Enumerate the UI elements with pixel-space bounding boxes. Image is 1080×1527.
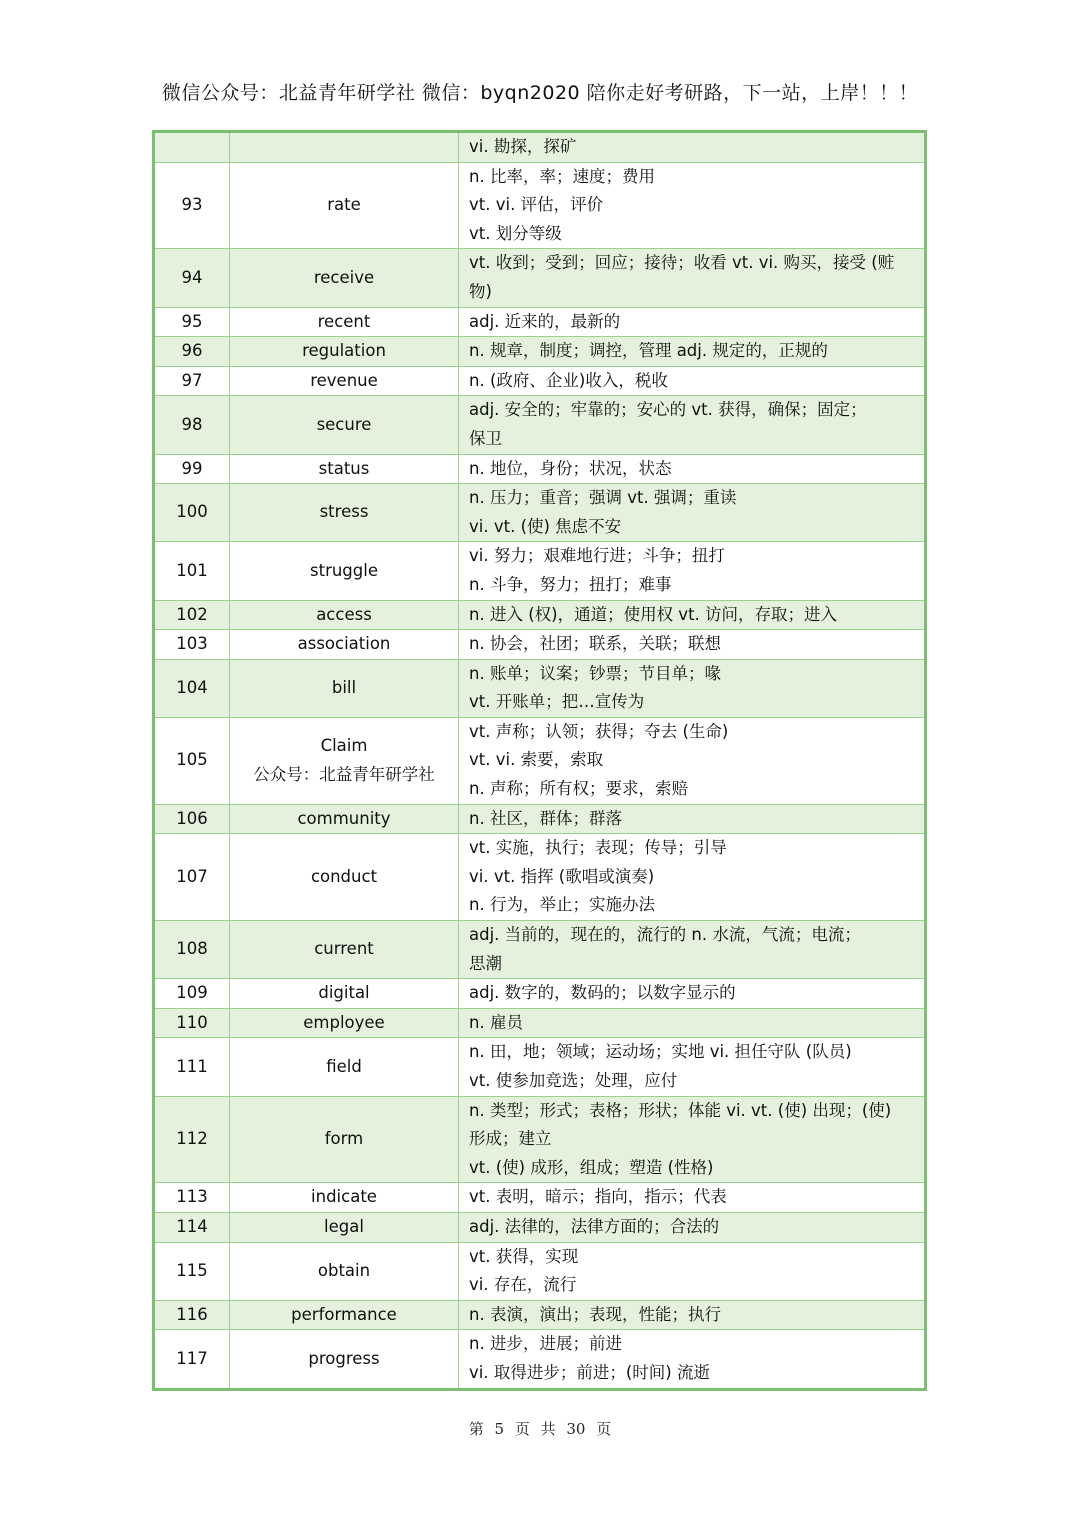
- definition-line: vt. vi. 索要，索取: [469, 750, 604, 770]
- row-number: 115: [154, 1242, 230, 1300]
- word-text: struggle: [310, 560, 378, 580]
- word-cell: [230, 162, 459, 249]
- table-row: [154, 132, 926, 163]
- word-cell: [230, 307, 459, 337]
- definition-cell: [459, 484, 926, 542]
- definition-line: vt. 声称；认领；获得；夺去 (生命): [469, 721, 729, 741]
- definition-line: vt. 实施，执行；表现；传导；引导: [469, 838, 727, 858]
- row-number: 93: [154, 162, 230, 249]
- vocabulary-table-body: [154, 132, 926, 1390]
- definition-cell: [459, 600, 926, 630]
- row-number: 101: [154, 542, 230, 600]
- definition-cell: [459, 1096, 926, 1183]
- word-cell: [230, 132, 459, 163]
- definition-cell: [459, 659, 926, 717]
- table-row: [154, 249, 926, 307]
- definition-cell: [459, 366, 926, 396]
- definition-cell: [459, 1300, 926, 1330]
- definition-line: vi. 存在，流行: [469, 1275, 577, 1295]
- definition-line: n. 协会，社团；联系，关联；联想: [469, 634, 721, 654]
- word-text: association: [297, 634, 391, 654]
- row-number: 95: [154, 307, 230, 337]
- table-row: [154, 834, 926, 921]
- definition-line: 思潮: [469, 953, 502, 973]
- row-number: 112: [154, 1096, 230, 1183]
- word-cell: [230, 454, 459, 484]
- word-cell: [230, 834, 459, 921]
- definition-cell: [459, 1330, 926, 1389]
- word-text: indicate: [311, 1187, 377, 1207]
- word-cell: [230, 484, 459, 542]
- word-text: community: [297, 808, 391, 828]
- word-cell: [230, 542, 459, 600]
- row-number: 104: [154, 659, 230, 717]
- definition-line: vi. vt. 指挥 (歌唱或演奏): [469, 866, 655, 886]
- definition-cell: [459, 1038, 926, 1096]
- word-text: stress: [319, 502, 369, 522]
- definition-cell: [459, 337, 926, 367]
- table-row: [154, 454, 926, 484]
- word-text: conduct: [310, 866, 378, 886]
- row-number: 107: [154, 834, 230, 921]
- word-text: legal: [324, 1216, 364, 1236]
- row-number: 99: [154, 454, 230, 484]
- table-row: [154, 600, 926, 630]
- definition-line: n. 规章，制度；调控，管理 adj. 规定的，正规的: [469, 341, 828, 361]
- table-row: [154, 1038, 926, 1096]
- word-cell: [230, 396, 459, 454]
- definition-line: n. 进入 (权)，通道；使用权 vt. 访问，存取；进入: [469, 604, 838, 624]
- definition-line: adj. 安全的；牢靠的；安心的 vt. 获得，确保；固定；: [469, 400, 867, 420]
- definition-line: n. 声称；所有权；要求，索赔: [469, 779, 688, 799]
- table-row: [154, 804, 926, 834]
- row-number: 117: [154, 1330, 230, 1389]
- word-watermark-text: 公众号：北益青年研学社: [253, 764, 435, 784]
- definition-cell: [459, 1008, 926, 1038]
- definition-line: adj. 当前的，现在的，流行的 n. 水流，气流；电流；: [469, 925, 861, 945]
- row-number: 113: [154, 1183, 230, 1213]
- word-text: regulation: [302, 341, 386, 361]
- word-cell: [230, 249, 459, 307]
- table-row: [154, 542, 926, 600]
- word-cell: [230, 717, 459, 804]
- word-text: field: [326, 1056, 362, 1076]
- definition-line: n. 表演，演出；表现，性能；执行: [469, 1304, 721, 1324]
- row-number: 100: [154, 484, 230, 542]
- definition-line: 形成；建立: [469, 1129, 552, 1149]
- row-number: 96: [154, 337, 230, 367]
- definition-cell: [459, 1183, 926, 1213]
- word-cell: [230, 804, 459, 834]
- table-row: [154, 484, 926, 542]
- definition-cell: [459, 396, 926, 454]
- definition-line: n. 账单；议案；钞票；节目单；喙: [469, 663, 721, 683]
- definition-line: n. 社区，群体；群落: [469, 808, 622, 828]
- word-text: performance: [291, 1304, 397, 1324]
- definition-line: n. 地位，身份；状况，状态: [469, 458, 672, 478]
- row-number: 98: [154, 396, 230, 454]
- definition-line: n. 比率，率；速度；费用: [469, 166, 655, 186]
- word-text: access: [316, 604, 372, 624]
- table-row: [154, 1242, 926, 1300]
- definition-line: vt. 划分等级: [469, 223, 562, 243]
- word-cell: [230, 337, 459, 367]
- table-row: [154, 921, 926, 979]
- definition-line: vt. 使参加竞选；处理，应付: [469, 1071, 678, 1090]
- definition-cell: [459, 630, 926, 660]
- word-text: employee: [303, 1012, 385, 1032]
- row-number: 94: [154, 249, 230, 307]
- word-cell: [230, 366, 459, 396]
- word-cell: [230, 600, 459, 630]
- definition-line: vt. 获得，实现: [469, 1246, 579, 1266]
- definition-line: vt. 表明，暗示；指向，指示；代表: [469, 1187, 727, 1207]
- definition-line: adj. 法律的，法律方面的；合法的: [469, 1216, 720, 1236]
- row-number: 111: [154, 1038, 230, 1096]
- word-text: form: [324, 1129, 364, 1149]
- row-number: 106: [154, 804, 230, 834]
- definition-line: n. 田，地；领域；运动场；实地 vi. 担任守队 (队员): [469, 1042, 852, 1062]
- definition-line: vt. vi. 评估，评价: [469, 195, 604, 215]
- table-row: [154, 1008, 926, 1038]
- table-row: [154, 337, 926, 367]
- definition-line: vt. 收到；受到；回应；接待；收看 vt. vi. 购买，接受 (赃: [469, 253, 895, 273]
- table-row: [154, 162, 926, 249]
- table-row: [154, 1330, 926, 1389]
- table-row: [154, 366, 926, 396]
- word-text: Claim: [320, 736, 368, 756]
- word-text: obtain: [317, 1260, 371, 1280]
- definition-line: n. 行为，举止；实施办法: [469, 895, 655, 915]
- definition-cell: [459, 1242, 926, 1300]
- definition-cell: [459, 542, 926, 600]
- word-text: receive: [313, 267, 375, 287]
- vocabulary-table: [152, 130, 927, 1391]
- word-cell: [230, 979, 459, 1009]
- page-footer: 第 5 页 共 30 页: [468, 1420, 612, 1438]
- definition-cell: [459, 249, 926, 307]
- definition-cell: [459, 454, 926, 484]
- row-number: 109: [154, 979, 230, 1009]
- word-cell: [230, 630, 459, 660]
- definition-line: adj. 近来的，最新的: [469, 311, 621, 331]
- word-text: bill: [331, 677, 357, 697]
- row-number: 114: [154, 1212, 230, 1242]
- definition-line: adj. 数字的，数码的；以数字显示的: [469, 983, 736, 1003]
- definition-line: vi. 取得进步；前进；(时间) 流逝: [469, 1362, 710, 1382]
- table-row: [154, 1300, 926, 1330]
- definition-cell: [459, 804, 926, 834]
- definition-cell: [459, 717, 926, 804]
- word-text: revenue: [310, 370, 378, 390]
- definition-cell: [459, 1212, 926, 1242]
- row-number: 102: [154, 600, 230, 630]
- word-cell: [230, 1242, 459, 1300]
- word-cell: [230, 921, 459, 979]
- row-number: 103: [154, 630, 230, 660]
- definition-line: n. (政府、企业)收入，税收: [469, 370, 668, 390]
- definition-cell: [459, 834, 926, 921]
- row-number: [154, 132, 230, 163]
- definition-line: n. 压力；重音；强调 vt. 强调；重读: [469, 488, 737, 508]
- definition-cell: [459, 132, 926, 163]
- page-header: 微信公众号：北益青年研学社 微信：byqn2020 陪你走好考研路，下一站，上岸！！！: [161, 82, 919, 104]
- definition-cell: [459, 307, 926, 337]
- word-text: progress: [308, 1348, 380, 1368]
- definition-line: 保卫: [469, 428, 502, 448]
- table-row: [154, 979, 926, 1009]
- table-row: [154, 659, 926, 717]
- word-cell: [230, 1212, 459, 1242]
- table-row: [154, 1183, 926, 1213]
- definition-line: vi. 勘探，探矿: [469, 137, 577, 156]
- word-cell: [230, 1038, 459, 1096]
- word-text: current: [314, 939, 374, 959]
- definition-line: vi. 努力；艰难地行进；斗争；扭打: [469, 546, 725, 566]
- word-cell: [230, 1300, 459, 1330]
- definition-line: n. 类型；形式；表格；形状；体能 vi. vt. (使) 出现；(使): [469, 1100, 892, 1120]
- definition-line: n. 雇员: [469, 1012, 523, 1032]
- row-number: 105: [154, 717, 230, 804]
- word-text: secure: [316, 414, 372, 434]
- table-row: [154, 307, 926, 337]
- definition-cell: [459, 979, 926, 1009]
- definition-cell: [459, 162, 926, 249]
- definition-line: vi. vt. (使) 焦虑不安: [469, 516, 622, 536]
- definition-line: vt. 开账单；把…宣传为: [469, 692, 645, 712]
- word-text: status: [318, 458, 370, 478]
- word-cell: [230, 1008, 459, 1038]
- row-number: 116: [154, 1300, 230, 1330]
- word-cell: [230, 1330, 459, 1389]
- word-cell: [230, 659, 459, 717]
- word-text: recent: [317, 311, 371, 331]
- word-text: digital: [318, 983, 370, 1003]
- table-row: [154, 1096, 926, 1183]
- word-cell: [230, 1096, 459, 1183]
- definition-line: vt. (使) 成形，组成；塑造 (性格): [469, 1157, 714, 1177]
- row-number: 108: [154, 921, 230, 979]
- definition-line: 物): [469, 281, 492, 301]
- word-text: rate: [327, 195, 361, 215]
- definition-line: n. 进步，进展；前进: [469, 1334, 622, 1354]
- table-row: [154, 717, 926, 804]
- word-cell: [230, 1183, 459, 1213]
- row-number: 110: [154, 1008, 230, 1038]
- table-row: [154, 1212, 926, 1242]
- definition-line: n. 斗争，努力；扭打；难事: [469, 574, 672, 594]
- row-number: 97: [154, 366, 230, 396]
- table-row: [154, 630, 926, 660]
- table-row: [154, 396, 926, 454]
- definition-cell: [459, 921, 926, 979]
